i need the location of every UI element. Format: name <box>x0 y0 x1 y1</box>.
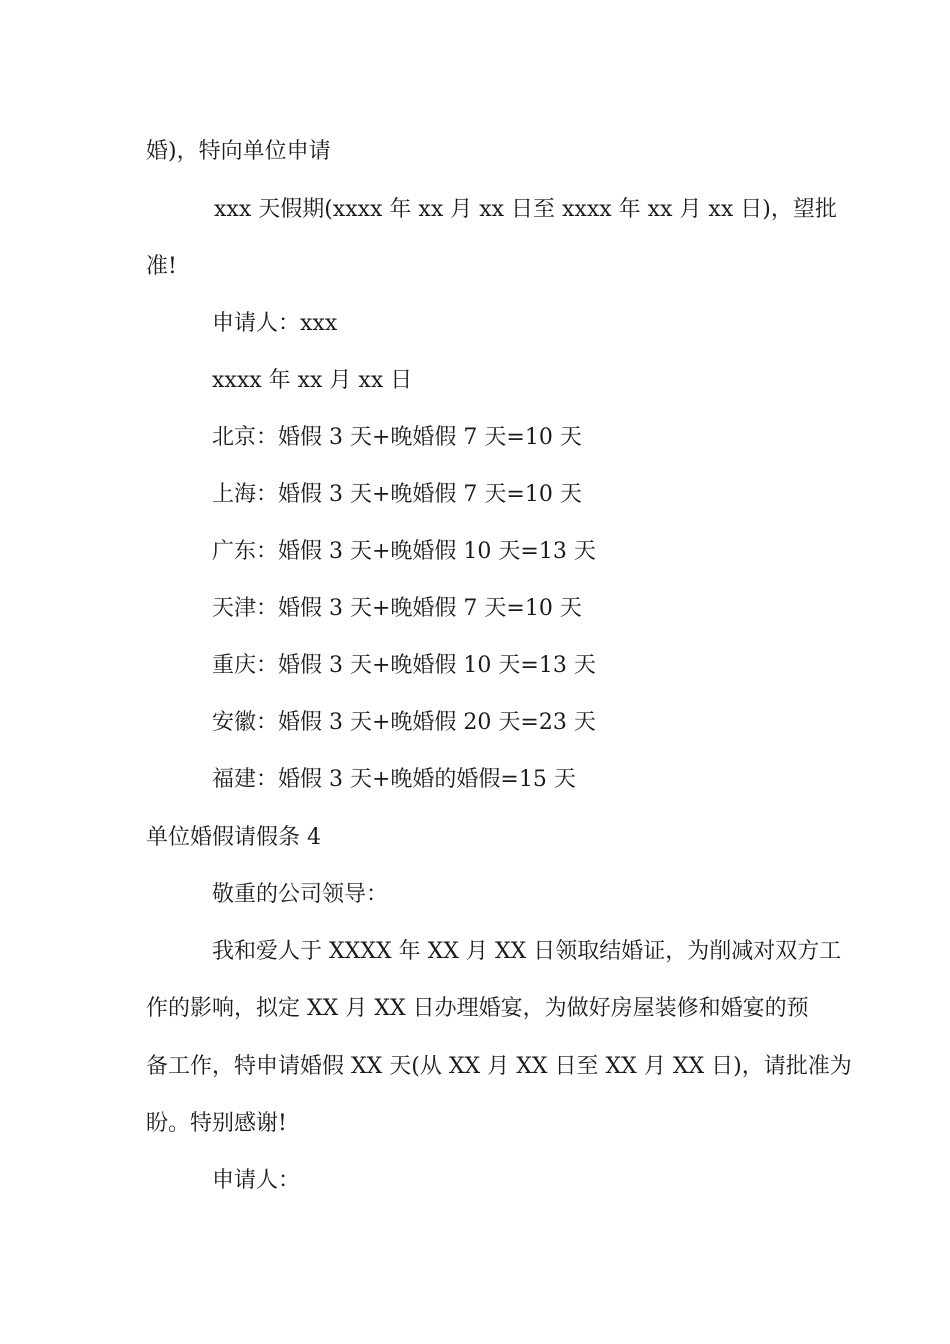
salutation: 敬重的公司领导： <box>212 882 389 907</box>
text-line: 备工作，特申请婚假 XX 天(从 XX 月 XX 日至 XX 月 XX 日)，请批准为 <box>146 1054 852 1079</box>
list-item: 北京：婚假 3 天+晚婚假 7 天=10 天 <box>212 425 582 450</box>
date-line: xxxx 年 xx 月 xx 日 <box>212 368 413 393</box>
list-item: 广东：婚假 3 天+晚婚假 10 天=13 天 <box>212 539 596 564</box>
applicant-line: 申请人：xxx <box>212 311 338 336</box>
text-line: 作的影响，拟定 XX 月 XX 日办理婚宴，为做好房屋装修和婚宴的预 <box>146 996 809 1021</box>
text-line: 准! <box>146 254 177 279</box>
list-item: 上海：婚假 3 天+晚婚假 7 天=10 天 <box>212 482 582 507</box>
list-item: 福建：婚假 3 天+晚婚的婚假=15 天 <box>212 767 576 792</box>
applicant-line: 申请人： <box>212 1168 301 1193</box>
list-item: 重庆：婚假 3 天+晚婚假 10 天=13 天 <box>212 653 596 678</box>
list-item: 安徽：婚假 3 天+晚婚假 20 天=23 天 <box>212 710 596 735</box>
text-line: 盼。特别感谢! <box>146 1111 287 1136</box>
text-line: 我和爱人于 XXXX 年 XX 月 XX 日领取结婚证，为削减对双方工 <box>212 939 842 964</box>
list-item: 天津：婚假 3 天+晚婚假 7 天=10 天 <box>212 596 582 621</box>
section-heading: 单位婚假请假条 4 <box>146 825 321 850</box>
text-line: xxx 天假期(xxxx 年 xx 月 xx 日至 xxxx 年 xx 月 xx 日)，望批 <box>214 197 837 222</box>
text-line: 婚)，特向单位申请 <box>146 139 331 164</box>
